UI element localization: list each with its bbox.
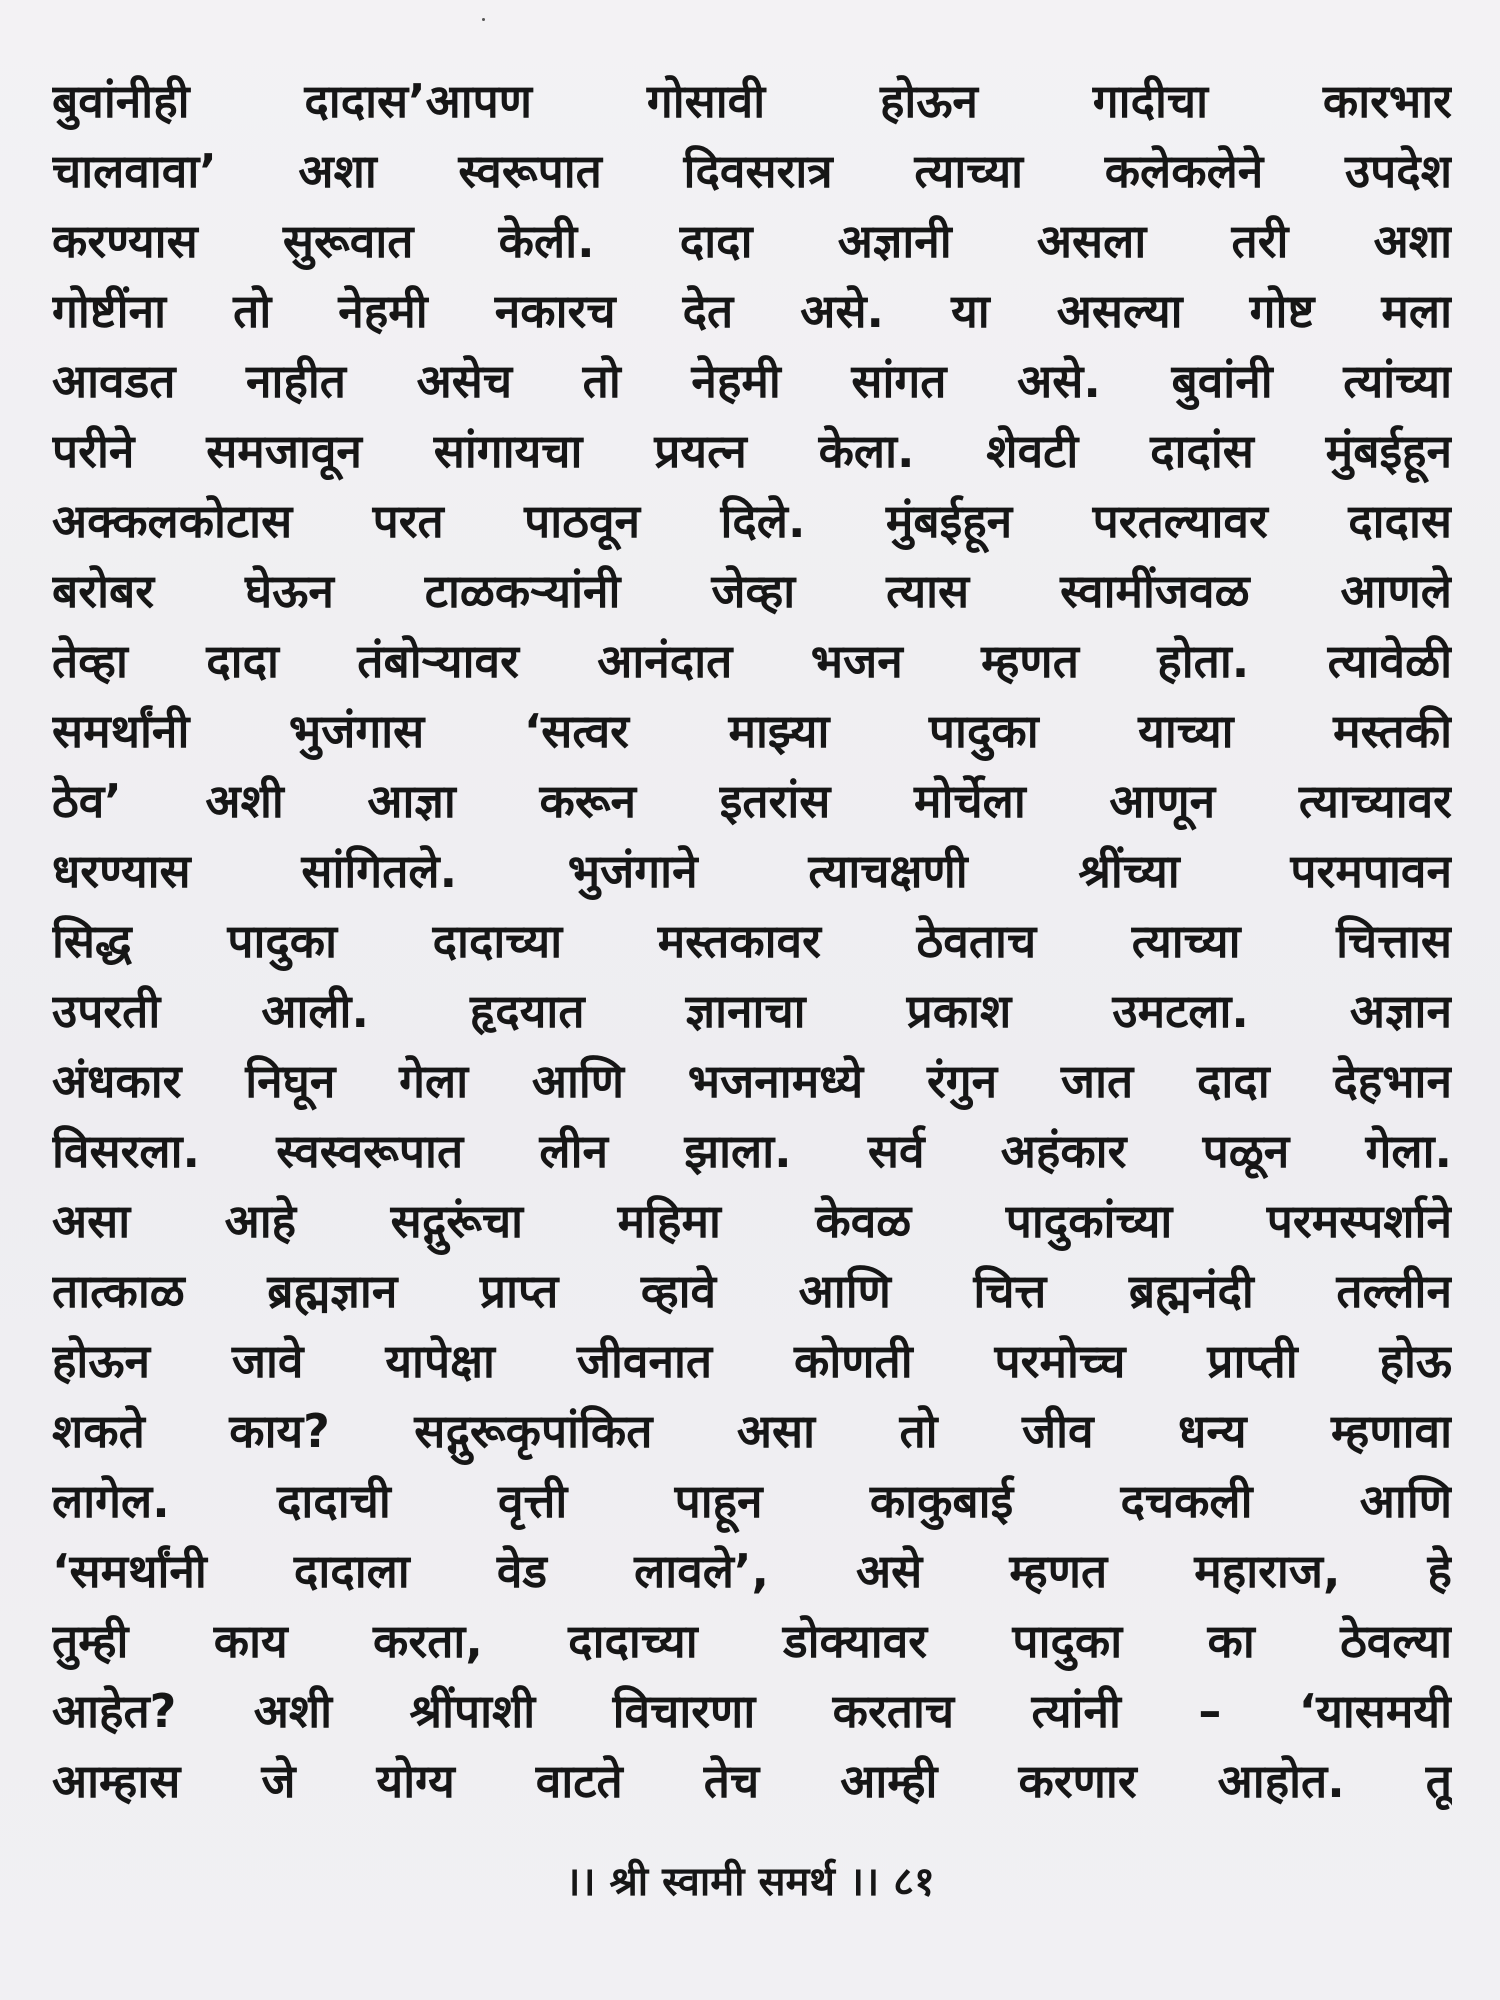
text-line: अंधकार निघून गेला आणि भजनामध्ये रंगुन जात दादा देहभान xyxy=(52,1054,1452,1108)
text-line: लागेल. दादाची वृत्ती पाहून काकुबाई दचकली आणि xyxy=(52,1474,1452,1528)
page-footer: ।। श्री स्वामी समर्थ ।। ८१ xyxy=(565,1859,935,1905)
text-line: समर्थांनी भुजंगास ‘सत्वर माझ्या पादुका याच्या मस्तकी xyxy=(52,704,1452,758)
text-line: सिद्ध पादुका दादाच्या मस्तकावर ठेवताच त्याच्या चित्तास xyxy=(52,914,1452,968)
text-line: धरण्यास सांगितले. भुजंगाने त्याचक्षणी श्रींच्या परमपावन xyxy=(52,844,1452,898)
text-line: उपरती आली. हृदयात ज्ञानाचा प्रकाश उमटला. अज्ञान xyxy=(52,984,1452,1038)
text-line: बुवांनीही दादास’आपण गोसावी होऊन गादीचा कारभार xyxy=(52,74,1452,128)
text-line: विसरला. स्वस्वरूपात लीन झाला. सर्व अहंकार पळून गेला. xyxy=(52,1124,1452,1178)
text-line: शकते काय? सद्गुरूकृपांकित असा तो जीव धन्य म्हणावा xyxy=(52,1404,1452,1458)
text-line: अक्कलकोटास परत पाठवून दिले. मुंबईहून परतल्यावर दादास xyxy=(52,494,1452,548)
text-line: ठेव’ अशी आज्ञा करून इतरांस मोर्चेला आणून त्याच्यावर xyxy=(52,774,1452,828)
text-line: तात्काळ ब्रह्मज्ञान प्राप्त व्हावे आणि चित्त ब्रह्मनंदी तल्लीन xyxy=(52,1264,1452,1318)
text-line: तुम्ही काय करता, दादाच्या डोक्यावर पादुका का ठेवल्या xyxy=(52,1614,1452,1668)
text-line: बरोबर घेऊन टाळकऱ्यांनी जेव्हा त्यास स्वामींजवळ आणले xyxy=(52,564,1452,618)
text-line: आवडत नाहीत असेच तो नेहमी सांगत असे. बुवांनी त्यांच्या xyxy=(52,354,1452,408)
text-line: चालवावा’ अशा स्वरूपात दिवसरात्र त्याच्या कलेकलेने उपदेश xyxy=(52,144,1452,198)
text-line: परीने समजावून सांगायचा प्रयत्न केला. शेवटी दादांस मुंबईहून xyxy=(52,424,1452,478)
body-text xyxy=(52,66,1452,1816)
text-line: असा आहे सद्गुरूंचा महिमा केवळ पादुकांच्या परमस्पर्शाने xyxy=(52,1194,1452,1248)
text-line: ‘समर्थांनी दादाला वेड लावले’, असे म्हणत महाराज, हे xyxy=(52,1544,1452,1598)
ink-speck xyxy=(482,18,485,21)
text-line: गोष्टींना तो नेहमी नकारच देत असे. या असल्या गोष्ट मला xyxy=(52,284,1452,338)
text-line: होऊन जावे यापेक्षा जीवनात कोणती परमोच्च प्राप्ती होऊ xyxy=(52,1334,1452,1388)
text-line: तेव्हा दादा तंबोऱ्यावर आनंदात भजन म्हणत होता. त्यावेळी xyxy=(52,634,1452,688)
text-line: करण्यास सुरूवात केली. दादा अज्ञानी असला तरी अशा xyxy=(52,214,1452,268)
text-line: आम्हास जे योग्य वाटते तेच आम्ही करणार आहोत. तू xyxy=(52,1754,1452,1808)
text-line: आहेत? अशी श्रींपाशी विचारणा करताच त्यांनी – ‘यासमयी xyxy=(52,1684,1452,1738)
